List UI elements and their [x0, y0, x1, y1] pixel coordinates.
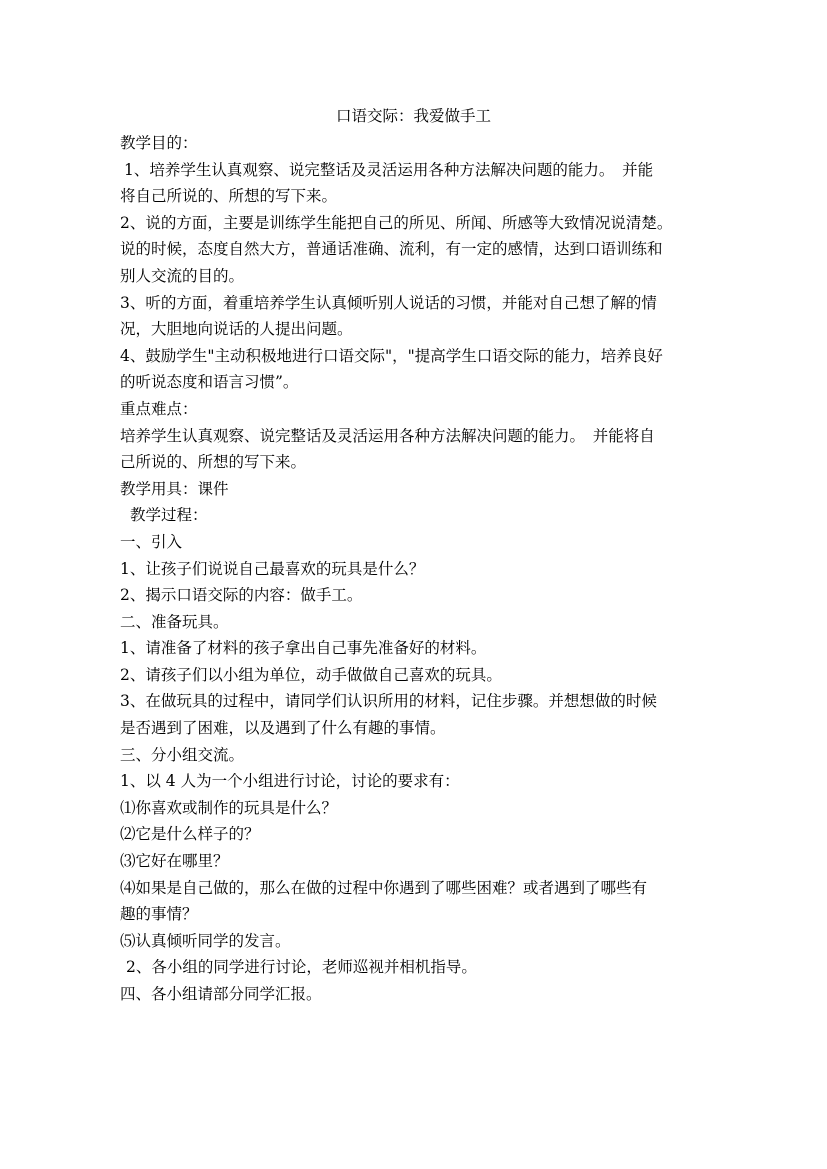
- text-line: 2、说的方面，主要是训练学生能把自己的所见、所闻、所感等大致情况说清楚。: [120, 213, 673, 232]
- text-line: 3、在做玩具的过程中，请同学们认识所用的材料，记住步骤。并想想做的时候: [120, 692, 657, 711]
- text-line: 别人交流的目的。: [120, 266, 245, 285]
- text-line: 2、各小组的同学进行讨论，老师巡视并相机指导。: [126, 958, 477, 977]
- section-heading: 二、准备玩具。: [120, 612, 229, 631]
- section-heading: 教学过程：: [130, 506, 208, 525]
- text-line: 的听说态度和语言习惯”。: [120, 373, 299, 392]
- text-line: 教学目的：: [120, 134, 198, 152]
- text-line: 己所说的、所想的写下来。: [120, 453, 307, 472]
- text-line: 3、听的方面，着重培养学生认真倾听别人说话的习惯，并能对自己想了解的情: [120, 293, 657, 312]
- text-line: 1、让孩子们说说自己最喜欢的玩具是什么？: [120, 559, 425, 578]
- text-line: 培养学生认真观察、说完整话及灵活运用各种方法解决问题的能力。 并能将自: [120, 426, 655, 445]
- text-line: 况，大胆地向说话的人提出问题。: [120, 320, 353, 339]
- section-heading: 重点难点：: [120, 399, 198, 418]
- document-body: [120, 130, 720, 1008]
- document-title: 口语交际：我爱做手工: [335, 107, 491, 125]
- text-line: 1、培养学生认真观察、说完整话及灵活运用各种方法解决问题的能力。 并能: [124, 160, 654, 179]
- text-line: ⑵它是什么样子的？: [120, 825, 260, 844]
- text-line: 是否遇到了困难，以及遇到了什么有趣的事情。: [120, 719, 446, 738]
- text-line: ⑸认真倾听同学的发言。: [120, 931, 291, 950]
- text-line: 1、以 4 人为一个小组进行讨论，讨论的要求有：: [120, 772, 460, 791]
- text-line: 2、请孩子们以小组为单位，动手做做自己喜欢的玩具。: [120, 665, 502, 684]
- section-heading: 一、引入: [120, 532, 183, 551]
- text-line: 4、鼓励学生"主动积极地进行口语交际"，"提高学生口语交际的能力，培养良好: [120, 346, 663, 365]
- section-heading: 四、各小组请部分同学汇报。: [120, 985, 322, 1003]
- text-line: 说的时候，态度自然大方，普通话准确、流利，有一定的感情，达到口语训练和: [120, 240, 663, 259]
- section-heading: 三、分小组交流。: [120, 745, 245, 764]
- text-line: 趣的事情？: [120, 905, 198, 924]
- text-line: ⑶它好在哪里？: [120, 852, 229, 871]
- text-line: 2、揭示口语交际的内容：做手工。: [120, 586, 363, 605]
- text-line: ⑴你喜欢或制作的玩具是什么？: [120, 798, 338, 817]
- text-line: 将自己所说的、所想的写下来。: [120, 187, 338, 206]
- text-line: 教学用具：课件: [120, 479, 229, 498]
- text-line: 1、请准备了材料的孩子拿出自己事先准备好的材料。: [120, 639, 487, 658]
- text-line: ⑷如果是自己做的，那么在做的过程中你遇到了哪些困难？或者遇到了哪些有: [120, 878, 648, 897]
